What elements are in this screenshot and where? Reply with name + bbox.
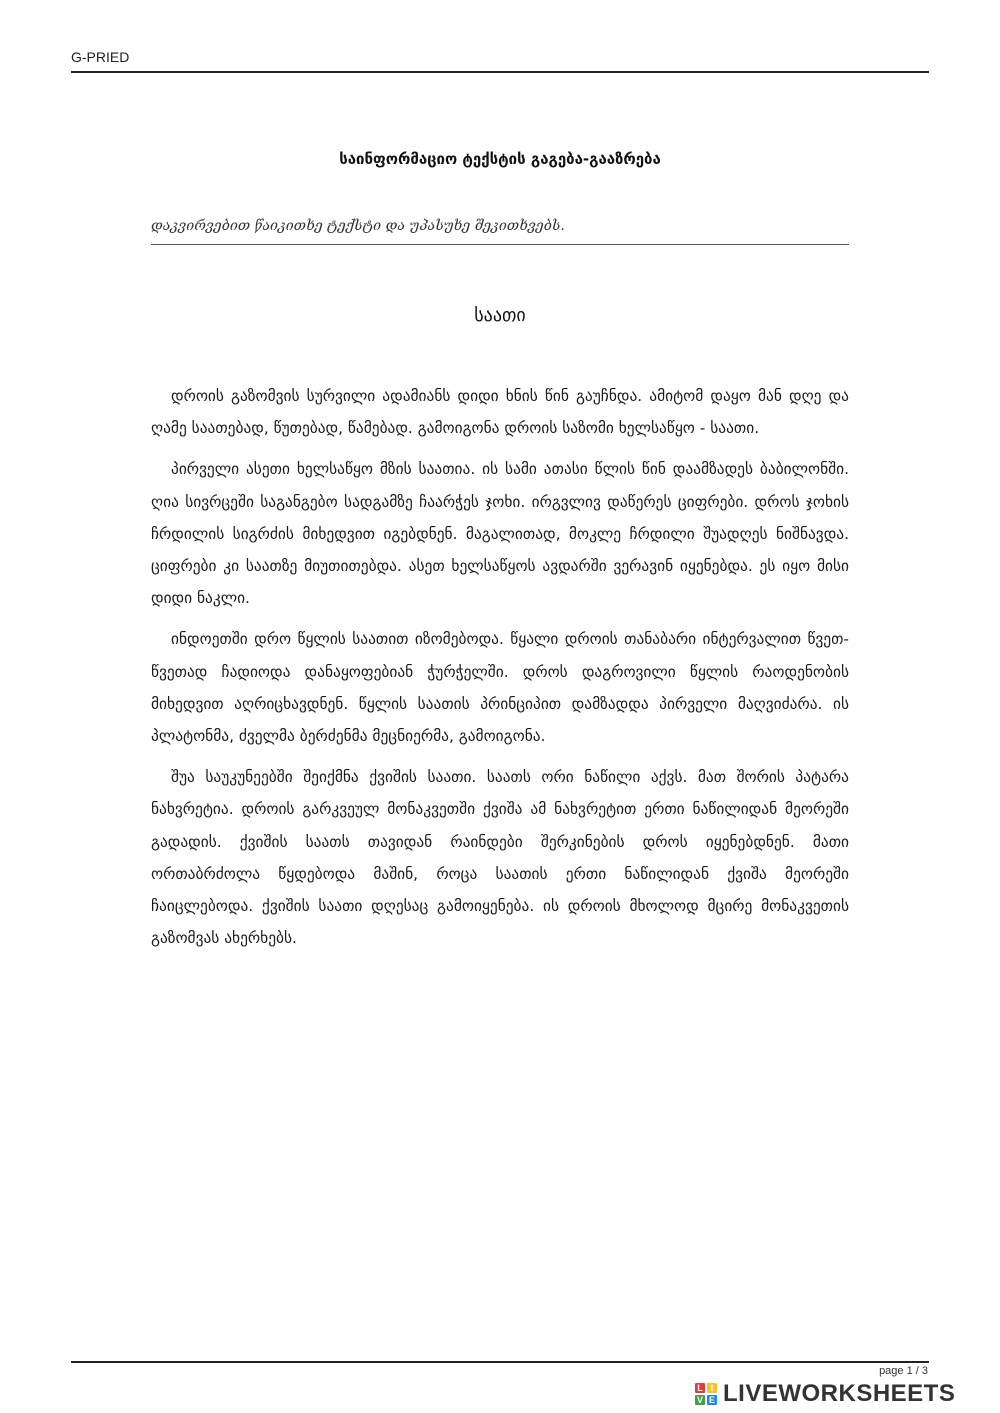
instruction-text: დაკვირვებით წაიკითხე ტექსტი და უპასუხე შეკითხვებს. bbox=[151, 218, 849, 245]
story-title: საათი bbox=[474, 305, 526, 326]
logo-icon bbox=[695, 1383, 717, 1405]
logo-letter-v: V bbox=[696, 1395, 703, 1405]
logo-letter-i: I bbox=[707, 1383, 717, 1393]
logo-letter-e: E bbox=[708, 1395, 715, 1405]
bottom-rule bbox=[71, 1361, 929, 1363]
page-number: page 1 / 3 bbox=[879, 1365, 928, 1377]
paragraph: ინდოეთში დრო წყლის საათით იზომებოდა. წყალი დროის თანაბარი ინტერვალით წვეთ-წვეთად ჩადიოდა დანაყოფებიან ჭურჭელში. დროს დაგროვილი წყლის რაოდენობის მიხედვით აღრიცხავდნენ. წყლის საათის პრინციპით დამზადდა პირველი მაღვიძარა. ის პლატონმა, ძველმა ბერძენმა მეცნიერმა, გამოიგონა. bbox=[151, 630, 849, 746]
paragraph: შუა საუკუნეებში შეიქმნა ქვიშის საათი. საათს ორი ნაწილი აქვს. მათ შორის პატარა ნახვრეტია. დროის გარკვეულ მონაკვეთში ქვიშა ამ ნახვრეტით ერთი ნაწილიდან მეორეში გადადის. ქვიშის საათს თავიდან რაინდები შერკინების დროს იყენებდნენ. მათი ორთაბრძოლა წყდებოდა მაშინ, როცა საათის ერთი ნაწილიდან ქვიშა მეორეში ჩაიცლებოდა. ქვიშის საათი დღესაც გამოიყენება. ის დროის მხოლოდ მცირე მონაკვეთის გაზომვას ახერხებს. bbox=[151, 768, 849, 948]
top-rule bbox=[71, 71, 929, 73]
header-label: G-PRIED bbox=[71, 49, 130, 65]
paragraph: დროის გაზომვის სურვილი ადამიანს დიდი ხნის წინ გაუჩნდა. ამიტომ დაყო მან დღე და ღამე საათებად, წუთებად, წამებად. გამოიგონა დროის საზომი ხელსაწყო - საათი. bbox=[151, 387, 849, 438]
paragraph: პირველი ასეთი ხელსაწყო მზის საათია. ის სამი ათასი წლის წინ დაამზადეს ბაბილონში. ღია სივრცეში საგანგებო სადგამზე ჩაარჭეს ჯოხი. ირგვლივ დაწერეს ციფრები. დროს ჯოხის ჩრდილის სიგრძის მიხედვით იგებდნენ. მაგალითად, მოკლე ჩრდილი შუადღეს ნიშნავდა. ციფრები კი საათზე მიუთითებდა. ასეთ ხელსაწყოს ავდარში ვერავინ იყენებდა. ეს იყო მისი დიდი ნაკლი. bbox=[151, 460, 849, 608]
story-body bbox=[151, 380, 849, 963]
brand-name: LIVEWORKSHEETS bbox=[723, 1380, 956, 1407]
brand-logo[interactable] bbox=[695, 1380, 955, 1408]
document-title: საინფორმაციო ტექსტის გაგება-გააზრება bbox=[339, 150, 661, 168]
logo-letter-l: L bbox=[695, 1383, 705, 1393]
